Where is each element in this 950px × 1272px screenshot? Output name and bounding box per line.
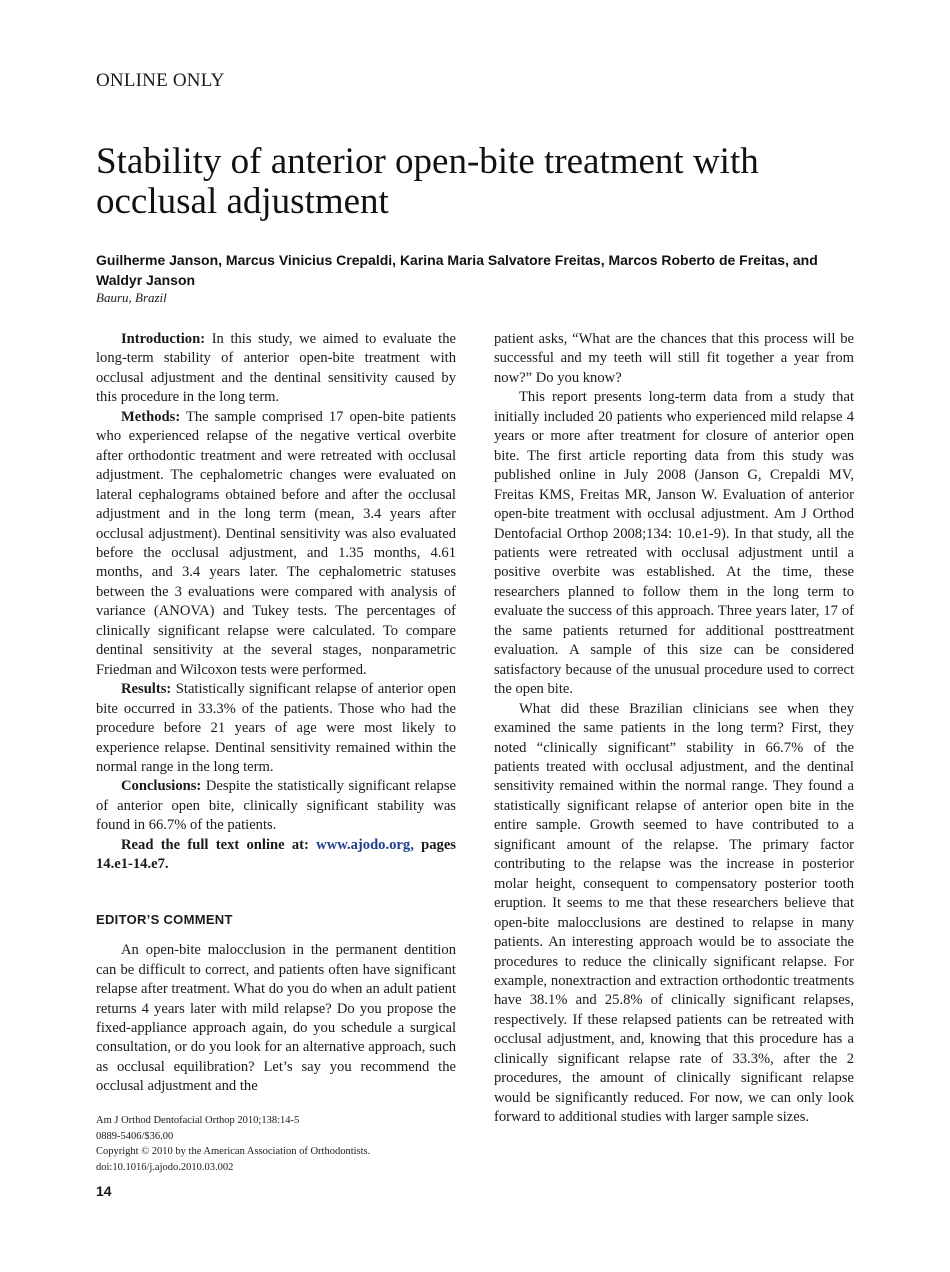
section-label: ONLINE ONLY	[96, 70, 225, 91]
abstract-results	[96, 680, 456, 777]
editors-comment-paragraph-3: What did these Brazilian clinicians see when they examined the same patients in the long term? First, they noted “clinically significant” stability in 66.7% of the patients treated with occlusal adjustment, and the dentinal sensitivity remained within the normal range. They found a statistically significant relapse of anterior open bite in the entire sample. Growth seemed to have contributed to a significant amount of the relapse. The primary factor contributing to the relapse was the increase in posterior molar height, consequent to compensatory posterior tooth eruption. It seems to me that these researchers believe that open-bite malocclusions are destined to relapse in many patients. An interesting approach would be to associate the procedures to reduce the clinically significant relapse. For example, nonextraction and extraction orthodontic treatments have 38.1% and 25.8% of clinically significant relapses, respectively. If these relapsed patients can be retreated with occlusal adjustment, and, knowing that this procedure has a clinically significant relapse rate of 33.3%, after the 2 procedures, the amount of clinically significant relapse would be significantly reduced. For now, we can only look forward to additional studies with larger sample sizes.	[494, 700, 854, 1126]
introduction-label: Introduction:	[121, 331, 206, 347]
abstract-methods	[96, 408, 456, 680]
journal-citation: Am J Orthod Dentofacial Orthop 2010;138:14-5	[96, 1115, 300, 1126]
editors-comment-paragraph-2: This report presents long-term data from a study that initially included 20 patients who experienced mild relapse 4 years or more after treatment for closure of anterior open bite. The first article reporting data from this study was published online in July 2008 (Janson G, Crepaldi MV, Freitas KMS, Freitas MR, Janson W. Evaluation of anterior open-bite treatment with occlusal adjustment. Am J Orthod Dentofacial Orthop 2008;134: 10.e1-9). In that study, all the patients were retreated with occlusal adjustment until a positive overbite was established. At the time, these researchers planned to follow them in the long term to evaluate the success of this approach. Three years later, 17 of the same patients returned for additional posttreatment evaluation. A sample of this size can be considered satisfactory because of the unusual procedure used to correct the open bite.	[494, 389, 854, 698]
editors-comment-paragraph-1-continued: patient asks, “What are the chances that this process will be successful and my teeth will still fit together a year from now?” Do you know?	[494, 331, 854, 386]
results-text: Statistically significant relapse of anterior open bite occurred in 33.3% of the patients. Those who had the procedure before 21 years of age were most likely to experience relapse. Dentinal sensitivity remained within the normal range in the long term.	[96, 681, 456, 775]
abstract-conclusions	[96, 777, 456, 835]
issn-price: 0889-5406/$36.00	[96, 1130, 174, 1142]
methods-text: The sample comprised 17 open-bite patients who experienced relapse of the negative vertical overbite after orthodontic treatment and were retreated with occlusal adjustment. The cephalometric changes were evaluated on lateral cephalograms obtained before and after the occlusal adjustment and in the long term (mean, 3.4 years after occlusal adjustment). Dentinal sensitivity was also evaluated before the occlusal adjustment, and 1.35 months, 4.61 months, and 3.4 years later. The cephalometric statuses between the 3 evaluations were compared with analysis of variance (ANOVA) and Tukey tests. The percentages of clinically significant relapse were calculated. To compare dentinal sensitivity at the several stages, nonparametric Friedman and Wilcoxon tests were performed.	[96, 408, 456, 678]
affiliation: Bauru, Brazil	[96, 290, 167, 305]
methods-label: Methods:	[121, 408, 181, 425]
right-column	[494, 330, 854, 1128]
read-full-prefix: Read the full text online at:	[121, 836, 317, 853]
left-column	[96, 330, 456, 1097]
doi: doi:10.1016/j.ajodo.2010.03.002	[96, 1161, 234, 1173]
conclusions-label: Conclusions:	[121, 778, 202, 795]
copyright-notice: Copyright © 2010 by the American Association of Orthodontists.	[96, 1146, 371, 1157]
editors-comment-heading: EDITOR’S COMMENT	[96, 911, 233, 927]
results-label: Results:	[121, 681, 172, 698]
read-full-suffix: pages 14.e1-14.e7.	[96, 836, 456, 873]
introduction-text: In this study, we aimed to evaluate the long-term stability of anterior open-bite treatment with occlusal adjustment and the dentinal sensitivity caused by this procedure in the long term.	[96, 331, 456, 406]
article-title: Stability of anterior open-bite treatment with occlusal adjustment	[96, 141, 759, 222]
page-number: 14	[96, 1183, 112, 1199]
editors-comment-paragraph-1: An open-bite malocclusion in the permanent dentition can be difficult to correct, and patients often have significant relapse after treatment. What do you do when an adult patient returns 4 years later with mild relapse? Do you propose the fixed-appliance approach again, do you schedule a surgical consultation, or do you look for an alternative approach, such as occlusal equilibration? Let’s say you recommend the occlusal adjustment and the	[96, 942, 456, 1095]
ajodo-link[interactable]: www.ajodo.org,	[316, 836, 414, 853]
author-list: Guilherme Janson, Marcus Vinicius Crepaldi, Karina Maria Salvatore Freitas, Marcos Roberto de Freitas, and Waldyr Janson	[96, 252, 818, 288]
conclusions-text: Despite the statistically significant relapse of anterior open bite, clinically significant stability was found in 66.7% of the patients.	[96, 778, 456, 834]
read-full-text	[96, 836, 456, 875]
citation-block	[96, 1113, 370, 1175]
abstract-introduction	[96, 330, 456, 408]
